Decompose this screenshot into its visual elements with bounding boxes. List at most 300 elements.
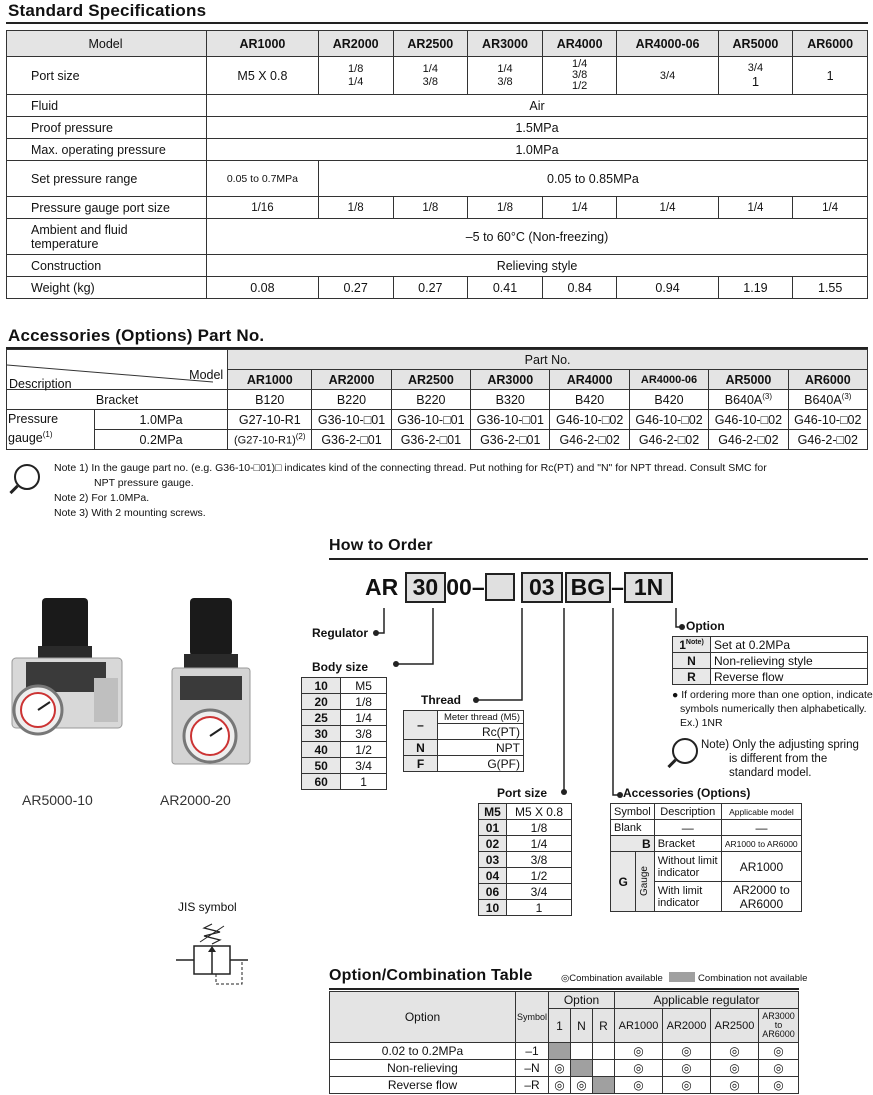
table-cell: Symbol (611, 804, 655, 820)
spec-header-cell: AR2500 (393, 31, 468, 57)
product-2-label: AR2000-20 (160, 792, 231, 808)
spec-header-cell: AR3000 (468, 31, 543, 57)
note-1: Note 1) In the gauge part no. (e.g. G36-10-□01)□ indicates kind of the connecting thread. Put nothing for Rc(PT) and "N" for NPT thread. Consult SMC for (54, 462, 767, 474)
table-row (302, 726, 387, 742)
text: 1/4 (422, 62, 438, 75)
port-cell (542, 57, 617, 95)
option-label: Option (686, 619, 725, 633)
gauge-label: Pressure gauge port size (7, 197, 207, 219)
gauge-cell: 1/4 (793, 197, 868, 219)
text: indicator (657, 896, 700, 909)
table-cell: –N (516, 1060, 549, 1077)
spec-header-row (7, 31, 868, 57)
table-cell: 3/8 (341, 726, 387, 742)
spring-note (701, 738, 859, 780)
construction-label: Construction (7, 255, 207, 277)
text: standard model. (729, 767, 812, 779)
proof-value: 1.5MPa (207, 117, 868, 139)
table-cell (654, 852, 721, 882)
table-cell: ◎ (710, 1043, 758, 1060)
note-2: Note 2) For 1.0MPa. (54, 492, 150, 504)
text: (3) (841, 391, 852, 401)
p1-cell: G36-10-□01 (471, 410, 550, 430)
combo-head-option-group: Option (549, 992, 615, 1009)
p2-cell (228, 430, 312, 450)
text: Pressure (8, 412, 59, 427)
text: B640A (724, 393, 763, 408)
table-cell: Rc(PT) (438, 724, 524, 740)
text (572, 59, 587, 92)
port-cell (318, 57, 393, 95)
table-cell: AR2000 (663, 1009, 711, 1043)
table-row (302, 758, 387, 774)
table-cell (636, 852, 654, 912)
table-cell: AR2500 (710, 1009, 758, 1043)
bracket-cell: B420 (550, 390, 629, 410)
table-cell: ◎ (710, 1060, 758, 1077)
text: gauge (8, 431, 43, 446)
table-cell: B (611, 836, 655, 852)
table-cell: M5 X 0.8 (506, 804, 571, 820)
text: 3/8 (497, 75, 513, 88)
table-cell: 01 (479, 820, 507, 836)
table-cell: 20 (302, 694, 341, 710)
construction-value: Relieving style (207, 255, 868, 277)
combo-legend (561, 972, 807, 984)
accessories-order-label: Accessories (Options) (623, 786, 751, 800)
code-dash: – (471, 574, 485, 600)
combo-row-name: Reverse flow (330, 1077, 516, 1094)
table-cell: 02 (479, 836, 507, 852)
table-cell: NPT (438, 740, 524, 756)
table-cell: ◎ (759, 1077, 799, 1094)
p2-cell: G46-2-□02 (709, 430, 788, 450)
port-size-order-table (478, 803, 572, 916)
table-row (330, 1043, 799, 1060)
gauge-cell: 1/8 (393, 197, 468, 219)
p1-cell: G36-10-□01 (312, 410, 391, 430)
text: With limit (657, 884, 703, 897)
table-row (611, 804, 802, 820)
jis-symbol-label: JIS symbol (178, 900, 237, 914)
table-cell: ◎ (615, 1077, 663, 1094)
table-cell: – (404, 711, 438, 740)
magnifier-icon (14, 464, 40, 490)
text: (2) (295, 432, 306, 442)
text: B640A (804, 393, 842, 408)
acc-title: Accessories (Options) Part No. (8, 326, 265, 345)
table-cell: R (593, 1009, 615, 1043)
option-notes (672, 688, 873, 730)
bracket-cell: B420 (629, 390, 708, 410)
spec-row-fluid (7, 95, 868, 117)
bracket-cell: B220 (312, 390, 391, 410)
table-cell (593, 1060, 615, 1077)
gauge-cell: 1/4 (542, 197, 617, 219)
spec-header-cell: AR2000 (318, 31, 393, 57)
table-cell: AR3000 to AR6000 (759, 1009, 799, 1043)
acc-model-cell: AR2000 (312, 370, 391, 390)
table-row (673, 637, 868, 653)
spec-header-cell: AR4000 (542, 31, 617, 57)
code-acc-box: BG (565, 572, 612, 603)
setp-rest: 0.05 to 0.85MPa (318, 161, 867, 197)
spec-header-cell: AR6000 (793, 31, 868, 57)
table-cell: 40 (302, 742, 341, 758)
port-cell: 1 (793, 57, 868, 95)
magnifier-icon-2 (672, 738, 698, 764)
bracket-cell: B320 (471, 390, 550, 410)
table-cell: 04 (479, 868, 507, 884)
weight-cell: 0.94 (617, 277, 718, 299)
p2-cell: G36-2-□01 (471, 430, 550, 450)
table-cell: 3/8 (506, 852, 571, 868)
table-cell: –1 (516, 1043, 549, 1060)
table-cell: –R (516, 1077, 549, 1094)
text: 3/8 (571, 69, 588, 81)
table-cell: AR1000 (721, 852, 801, 882)
p2-cell: G46-2-□02 (550, 430, 629, 450)
text: M5 X 0.8 (237, 68, 288, 83)
table-cell: Non-relieving style (711, 653, 868, 669)
table-cell (673, 637, 711, 653)
table-cell: 60 (302, 774, 341, 790)
proof-label: Proof pressure (7, 117, 207, 139)
spec-row-maxop (7, 139, 868, 161)
acc-row-gauge2 (7, 430, 868, 450)
p1-cell: G46-10-□02 (629, 410, 708, 430)
gauge-cell: 1/8 (318, 197, 393, 219)
text (423, 63, 438, 89)
table-cell: ◎ (663, 1060, 711, 1077)
spec-table (6, 30, 868, 299)
option-table (672, 636, 868, 685)
body-size-label: Body size (312, 660, 369, 674)
jis-symbol-icon (172, 920, 252, 990)
table-cell: ◎ (615, 1043, 663, 1060)
table-cell: N (571, 1009, 593, 1043)
code-00: 00 (446, 574, 472, 600)
table-cell: 25 (302, 710, 341, 726)
table-row (330, 992, 799, 1009)
table-cell: F (404, 756, 438, 772)
p1-cell: G46-10-□02 (709, 410, 788, 430)
spec-header-cell: AR4000-06 (617, 31, 718, 57)
table-cell: 10 (479, 900, 507, 916)
port-cell (468, 57, 543, 95)
table-cell (721, 882, 801, 912)
p2-label: 0.2MPa (95, 430, 228, 450)
table-cell: ◎ (663, 1077, 711, 1094)
text: (1) (42, 430, 53, 440)
table-cell: Applicable model (721, 804, 801, 820)
acc-model-cell: AR4000-06 (629, 370, 708, 390)
text: Note) (685, 638, 704, 646)
text (748, 62, 763, 90)
acc-row-partno (7, 350, 868, 370)
thread-table (403, 710, 524, 772)
combo-rule (329, 988, 799, 990)
table-cell: ◎ (663, 1043, 711, 1060)
table-cell: ◎ (549, 1060, 571, 1077)
table-row (479, 852, 572, 868)
table-cell: — (721, 820, 801, 836)
acc-row-bracket (7, 390, 868, 410)
table-cell: 1 (549, 1009, 571, 1043)
body-size-table (301, 677, 387, 790)
pressure-gauge-label (7, 410, 95, 450)
code-dash-2: – (611, 574, 624, 600)
spec-row-port (7, 57, 868, 95)
acc-desc-label: Description (9, 377, 72, 391)
accessories-order-table (610, 803, 802, 912)
table-row (302, 678, 387, 694)
table-cell: 03 (479, 852, 507, 868)
table-row (479, 836, 572, 852)
table-cell (654, 882, 721, 912)
table-cell: Bracket (654, 836, 721, 852)
weight-cell: 1.19 (718, 277, 793, 299)
text: AR6000 (739, 896, 784, 911)
table-row (673, 653, 868, 669)
table-cell (593, 1077, 615, 1094)
code-option-box: 1N (624, 572, 673, 603)
gauge-cell: 1/16 (207, 197, 319, 219)
setp-ar1000: 0.05 to 0.7MPa (207, 161, 319, 197)
table-cell: ◎ (549, 1077, 571, 1094)
table-cell (571, 1060, 593, 1077)
spec-header-cell: AR5000 (718, 31, 793, 57)
table-cell: AR1000 (615, 1009, 663, 1043)
text: Without limit (657, 854, 718, 867)
weight-cell: 1.55 (793, 277, 868, 299)
table-cell: M5 (479, 804, 507, 820)
table-cell: ◎ (710, 1077, 758, 1094)
spec-row-gauge (7, 197, 868, 219)
maxop-label: Max. operating pressure (7, 139, 207, 161)
table-cell: G (611, 852, 636, 912)
table-row (404, 756, 524, 772)
port-cell (718, 57, 793, 95)
table-row (404, 740, 524, 756)
table-row (611, 820, 802, 836)
text: 3/4 (747, 61, 764, 74)
combo-head-option: Option (330, 992, 516, 1043)
p2-cell: G36-2-□01 (391, 430, 470, 450)
table-cell: N (404, 740, 438, 756)
bracket-cell (788, 390, 867, 410)
spec-row-setp (7, 161, 868, 197)
table-cell (593, 1043, 615, 1060)
table-row (673, 669, 868, 685)
table-row (302, 774, 387, 790)
order-rule (329, 558, 868, 560)
text (348, 63, 363, 89)
spec-title: Standard Specifications (8, 1, 207, 20)
gauge-cell: 1/4 (617, 197, 718, 219)
table-cell: Reverse flow (711, 669, 868, 685)
text: Ex.) 1NR (680, 717, 723, 729)
acc-model-cell: AR2500 (391, 370, 470, 390)
notes (54, 461, 767, 521)
acc-partno-head: Part No. (228, 350, 868, 370)
table-cell (571, 1043, 593, 1060)
code-ar: AR (365, 574, 399, 600)
port-cell (207, 57, 319, 95)
p1-cell: G46-10-□02 (550, 410, 629, 430)
spec-row-construction (7, 255, 868, 277)
table-row (302, 694, 387, 710)
order-title: How to Order (329, 537, 433, 554)
product-1-label: AR5000-10 (22, 792, 93, 808)
port-size-order-label: Port size (497, 786, 548, 800)
acc-row-gauge1 (7, 410, 868, 430)
acc-model-cell: AR6000 (788, 370, 867, 390)
text: 1/2 (571, 80, 588, 92)
weight-cell: 0.27 (393, 277, 468, 299)
p1-cell: G46-10-□02 (788, 410, 867, 430)
table-cell: N (673, 653, 711, 669)
spec-row-ambient (7, 219, 868, 255)
order-code (365, 572, 673, 603)
gauge-cell: 1/8 (468, 197, 543, 219)
spec-row-proof (7, 117, 868, 139)
spec-row-weight (7, 277, 868, 299)
table-cell: R (673, 669, 711, 685)
table-cell: 1/8 (341, 694, 387, 710)
combo-table (329, 991, 799, 1094)
combo-row-name: 0.02 to 0.2MPa (330, 1043, 516, 1060)
text: (G27-10-R1) (234, 434, 296, 447)
acc-model-label: Model (189, 368, 224, 382)
p2-cell: G46-2-□02 (788, 430, 867, 450)
ar2000-image (166, 596, 256, 786)
text: AR2000 to (733, 882, 790, 897)
legend-swatch (669, 972, 695, 982)
combo-head-applicable: Applicable regulator (615, 992, 799, 1009)
table-cell: 1 (341, 774, 387, 790)
table-cell: G(PF) (438, 756, 524, 772)
table-row (479, 884, 572, 900)
table-cell: Description (654, 804, 721, 820)
table-row (479, 820, 572, 836)
text: (3) (762, 391, 773, 401)
code-body-box: 30 (405, 572, 447, 603)
table-cell: 30 (302, 726, 341, 742)
setp-label: Set pressure range (7, 161, 207, 197)
acc-model-cell: AR1000 (228, 370, 312, 390)
text: 1/8 (348, 62, 364, 75)
combo-title: Option/Combination Table (329, 967, 533, 984)
note-3: Note 3) With 2 mounting screws. (54, 507, 206, 519)
legend-available: ◎Combination available (561, 973, 663, 984)
acc-model-cell: AR4000 (550, 370, 629, 390)
text: 3/4 (659, 70, 676, 82)
table-cell: 1/4 (506, 836, 571, 852)
table-cell: Set at 0.2MPa (711, 637, 868, 653)
table-cell: 1/2 (341, 742, 387, 758)
text: is different from the (729, 753, 828, 765)
acc-table (6, 349, 868, 450)
combo-row-name: Non-relieving (330, 1060, 516, 1077)
code-port-box: 03 (521, 572, 563, 603)
p1-label: 1.0MPa (95, 410, 228, 430)
table-row (611, 852, 802, 882)
table-cell: M5 (341, 678, 387, 694)
port-cell (617, 57, 718, 95)
acc-corner (7, 350, 228, 390)
table-cell: 10 (302, 678, 341, 694)
bracket-cell (709, 390, 788, 410)
table-cell: 3/4 (341, 758, 387, 774)
text: 1 (751, 73, 760, 89)
fluid-label: Fluid (7, 95, 207, 117)
text: Note) Only the adjusting spring (701, 739, 859, 751)
text: 1 (679, 637, 686, 652)
ambient-value: –5 to 60°C (Non-freezing) (207, 219, 868, 255)
table-row (611, 836, 802, 852)
table-cell: ◎ (759, 1043, 799, 1060)
p2-cell: G46-2-□02 (629, 430, 708, 450)
bracket-label: Bracket (7, 390, 228, 410)
port-cell (393, 57, 468, 95)
table-row (479, 868, 572, 884)
thread-label: Thread (421, 693, 462, 707)
text: 1/4 (348, 75, 364, 88)
table-cell: 1/8 (506, 820, 571, 836)
text: Ambient and fluid (31, 222, 128, 237)
p1-cell: G36-10-□01 (391, 410, 470, 430)
table-row (302, 710, 387, 726)
p1-cell: G27-10-R1 (228, 410, 312, 430)
title-rule (6, 22, 868, 24)
table-row (302, 742, 387, 758)
table-cell: — (654, 820, 721, 836)
weight-cell: 0.84 (542, 277, 617, 299)
ambient-label (7, 219, 207, 255)
bracket-cell: B220 (391, 390, 470, 410)
combo-head-symbol: Symbol (516, 992, 549, 1043)
regulator-label: Regulator (312, 626, 369, 640)
text: Gauge (639, 866, 651, 897)
table-cell (549, 1043, 571, 1060)
table-cell: 1/4 (341, 710, 387, 726)
table-cell: Meter thread (M5) (438, 711, 524, 724)
text: 3/8 (422, 75, 438, 88)
fluid-value: Air (207, 95, 868, 117)
table-row (479, 900, 572, 916)
text: 1/4 (497, 62, 513, 75)
table-cell: ◎ (571, 1077, 593, 1094)
gauge-cell: 1/4 (718, 197, 793, 219)
weight-label: Weight (kg) (7, 277, 207, 299)
acc-model-cell: AR3000 (471, 370, 550, 390)
p2-cell: G36-2-□01 (312, 430, 391, 450)
table-cell: 1 (506, 900, 571, 916)
text: ● If ordering more than one option, indicate (672, 689, 873, 701)
table-cell: Blank (611, 820, 655, 836)
text: temperature (31, 236, 99, 251)
maxop-value: 1.0MPa (207, 139, 868, 161)
table-cell: 1/2 (506, 868, 571, 884)
text: 1/4 (571, 58, 588, 70)
table-row (404, 711, 524, 724)
ar5000-image (6, 592, 136, 787)
table-row (479, 804, 572, 820)
table-row (330, 1060, 799, 1077)
spec-header-model: Model (7, 31, 207, 57)
legend-not-available: Combination not available (698, 973, 808, 984)
